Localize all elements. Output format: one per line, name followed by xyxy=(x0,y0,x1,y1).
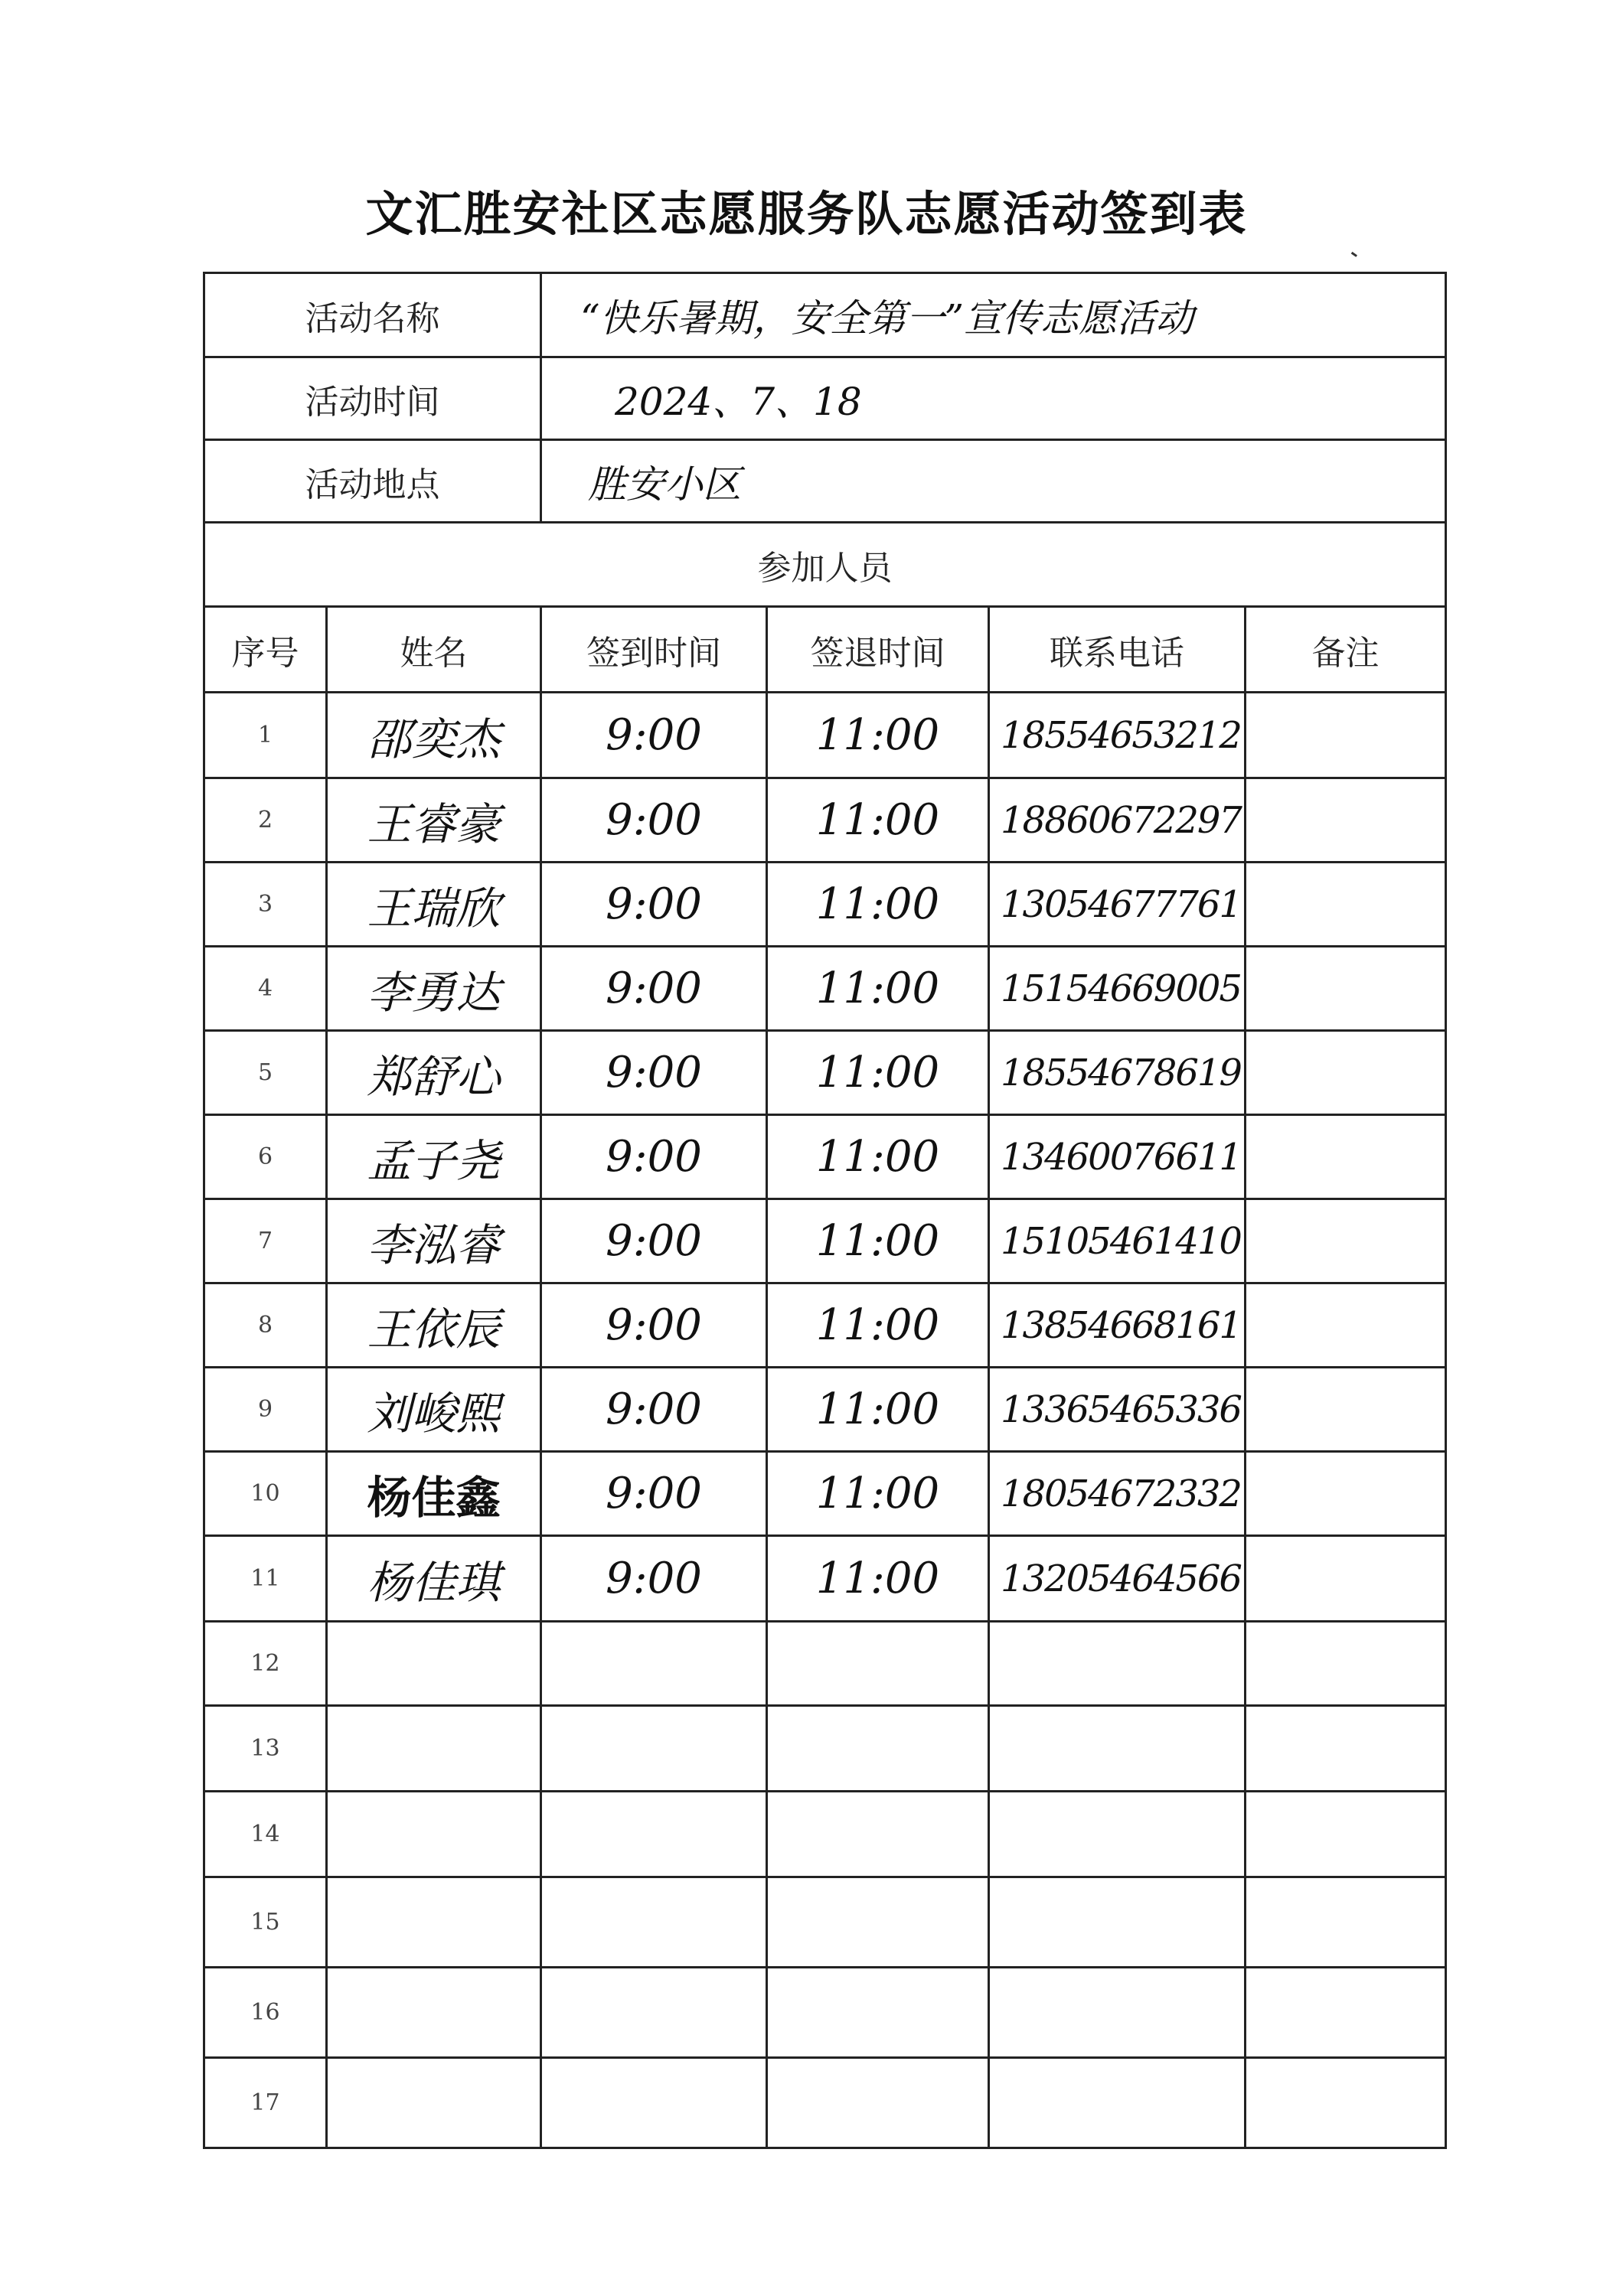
sign-in-time: 9:00 xyxy=(541,1283,767,1368)
sign-in-time xyxy=(541,2058,767,2148)
sign-in-time xyxy=(541,1792,767,1877)
activity-time-row xyxy=(204,357,1446,440)
sign-out-time xyxy=(767,1792,989,1877)
participant-name xyxy=(327,1877,541,1968)
stray-pen-mark xyxy=(1347,252,1357,263)
note xyxy=(1246,1877,1446,1968)
sign-out-time: 11:00 xyxy=(767,947,989,1031)
activity-place-row xyxy=(204,440,1446,523)
phone-number: 13054677761 xyxy=(989,863,1246,947)
phone-number xyxy=(989,1622,1246,1706)
table-row xyxy=(204,1536,1446,1622)
sign-out-time xyxy=(767,1968,989,2058)
header-sign-out: 签退时间 xyxy=(767,607,989,693)
activity-time-label: 活动时间 xyxy=(204,357,541,440)
note xyxy=(1246,1115,1446,1199)
note xyxy=(1246,1622,1446,1706)
sign-in-time xyxy=(541,1622,767,1706)
participant-name: 邵奕杰 xyxy=(327,693,541,778)
sign-out-time: 11:00 xyxy=(767,1199,989,1283)
row-number: 12 xyxy=(204,1622,327,1706)
table-row xyxy=(204,1706,1446,1792)
sign-out-time: 11:00 xyxy=(767,1115,989,1199)
phone-number: 18554678619 xyxy=(989,1031,1246,1115)
sign-in-time: 9:00 xyxy=(541,1536,767,1622)
table-row xyxy=(204,1968,1446,2058)
participant-name: 李勇达 xyxy=(327,947,541,1031)
sign-in-time: 9:00 xyxy=(541,1368,767,1452)
phone-number xyxy=(989,1706,1246,1792)
phone-number xyxy=(989,2058,1246,2148)
participant-name: 杨佳鑫 xyxy=(327,1452,541,1536)
phone-number: 13365465336 xyxy=(989,1368,1246,1452)
header-note: 备注 xyxy=(1246,607,1446,693)
row-number: 6 xyxy=(204,1115,327,1199)
participant-name xyxy=(327,2058,541,2148)
participant-name xyxy=(327,1792,541,1877)
row-number: 1 xyxy=(204,693,327,778)
row-number: 7 xyxy=(204,1199,327,1283)
sign-in-sheet xyxy=(203,272,1445,2149)
participant-name: 王瑞欣 xyxy=(327,863,541,947)
activity-name-value: “快乐暑期，安全第一”宣传志愿活动 xyxy=(541,273,1446,357)
phone-number: 13205464566 xyxy=(989,1536,1246,1622)
note xyxy=(1246,1536,1446,1622)
activity-name-row xyxy=(204,273,1446,357)
phone-number: 18860672297 xyxy=(989,778,1246,863)
row-number: 15 xyxy=(204,1877,327,1968)
row-number: 2 xyxy=(204,778,327,863)
participant-name: 李泓睿 xyxy=(327,1199,541,1283)
note xyxy=(1246,947,1446,1031)
participant-name xyxy=(327,1622,541,1706)
activity-place-value: 胜安小区 xyxy=(541,440,1446,523)
table-row xyxy=(204,1115,1446,1199)
table-row xyxy=(204,1622,1446,1706)
participants-section-label: 参加人员 xyxy=(204,523,1446,607)
row-number: 5 xyxy=(204,1031,327,1115)
header-row xyxy=(204,607,1446,693)
table-row xyxy=(204,1199,1446,1283)
sign-in-time xyxy=(541,1706,767,1792)
row-number: 9 xyxy=(204,1368,327,1452)
row-number: 8 xyxy=(204,1283,327,1368)
sign-out-time: 11:00 xyxy=(767,863,989,947)
sign-in-time: 9:00 xyxy=(541,947,767,1031)
phone-number: 18054672332 xyxy=(989,1452,1246,1536)
table-row xyxy=(204,1031,1446,1115)
page-title: 文汇胜安社区志愿服务队志愿活动签到表 xyxy=(365,186,1248,242)
row-number: 4 xyxy=(204,947,327,1031)
section-row xyxy=(204,523,1446,607)
sign-out-time: 11:00 xyxy=(767,1283,989,1368)
header-phone: 联系电话 xyxy=(989,607,1246,693)
participant-name: 杨佳琪 xyxy=(327,1536,541,1622)
activity-name-label: 活动名称 xyxy=(204,273,541,357)
sign-out-time: 11:00 xyxy=(767,1452,989,1536)
row-number: 14 xyxy=(204,1792,327,1877)
table-row xyxy=(204,1368,1446,1452)
activity-time-value: 2024、7、18 xyxy=(541,357,1446,440)
note xyxy=(1246,1199,1446,1283)
participant-name: 王睿豪 xyxy=(327,778,541,863)
sign-in-time: 9:00 xyxy=(541,1199,767,1283)
sign-in-time: 9:00 xyxy=(541,1452,767,1536)
note xyxy=(1246,1968,1446,2058)
header-no: 序号 xyxy=(204,607,327,693)
table-row xyxy=(204,693,1446,778)
sign-out-time: 11:00 xyxy=(767,1536,989,1622)
participant-name xyxy=(327,1706,541,1792)
table-row xyxy=(204,1792,1446,1877)
sign-out-time xyxy=(767,1622,989,1706)
note xyxy=(1246,1368,1446,1452)
phone-number: 18554653212 xyxy=(989,693,1246,778)
sign-out-time: 11:00 xyxy=(767,693,989,778)
sign-out-time: 11:00 xyxy=(767,1031,989,1115)
sign-out-time: 11:00 xyxy=(767,1368,989,1452)
participant-name xyxy=(327,1968,541,2058)
row-number: 11 xyxy=(204,1536,327,1622)
table-row xyxy=(204,863,1446,947)
header-name: 姓名 xyxy=(327,607,541,693)
phone-number xyxy=(989,1968,1246,2058)
sign-in-time xyxy=(541,1877,767,1968)
sign-in-time xyxy=(541,1968,767,2058)
phone-number xyxy=(989,1792,1246,1877)
sign-in-table xyxy=(203,272,1447,2149)
sign-out-time xyxy=(767,1706,989,1792)
note xyxy=(1246,778,1446,863)
note xyxy=(1246,1452,1446,1536)
phone-number: 15154669005 xyxy=(989,947,1246,1031)
phone-number: 13460076611 xyxy=(989,1115,1246,1199)
table-row xyxy=(204,2058,1446,2148)
table-row xyxy=(204,1283,1446,1368)
note xyxy=(1246,1792,1446,1877)
note xyxy=(1246,693,1446,778)
sign-in-time: 9:00 xyxy=(541,1115,767,1199)
note xyxy=(1246,1283,1446,1368)
note xyxy=(1246,2058,1446,2148)
sign-in-time: 9:00 xyxy=(541,778,767,863)
row-number: 16 xyxy=(204,1968,327,2058)
table-row xyxy=(204,947,1446,1031)
note xyxy=(1246,1031,1446,1115)
phone-number: 13854668161 xyxy=(989,1283,1246,1368)
sign-out-time xyxy=(767,2058,989,2148)
participant-name: 郑舒心 xyxy=(327,1031,541,1115)
table-row xyxy=(204,1452,1446,1536)
participant-name: 孟子尧 xyxy=(327,1115,541,1199)
note xyxy=(1246,863,1446,947)
sign-out-time: 11:00 xyxy=(767,778,989,863)
row-number: 10 xyxy=(204,1452,327,1536)
sign-in-time: 9:00 xyxy=(541,1031,767,1115)
row-number: 17 xyxy=(204,2058,327,2148)
row-number: 13 xyxy=(204,1706,327,1792)
row-number: 3 xyxy=(204,863,327,947)
participant-name: 刘峻熙 xyxy=(327,1368,541,1452)
sign-in-time: 9:00 xyxy=(541,693,767,778)
note xyxy=(1246,1706,1446,1792)
phone-number: 15105461410 xyxy=(989,1199,1246,1283)
header-sign-in: 签到时间 xyxy=(541,607,767,693)
table-row xyxy=(204,778,1446,863)
phone-number xyxy=(989,1877,1246,1968)
sign-in-time: 9:00 xyxy=(541,863,767,947)
participant-name: 王依辰 xyxy=(327,1283,541,1368)
table-row xyxy=(204,1877,1446,1968)
sign-out-time xyxy=(767,1877,989,1968)
activity-place-label: 活动地点 xyxy=(204,440,541,523)
